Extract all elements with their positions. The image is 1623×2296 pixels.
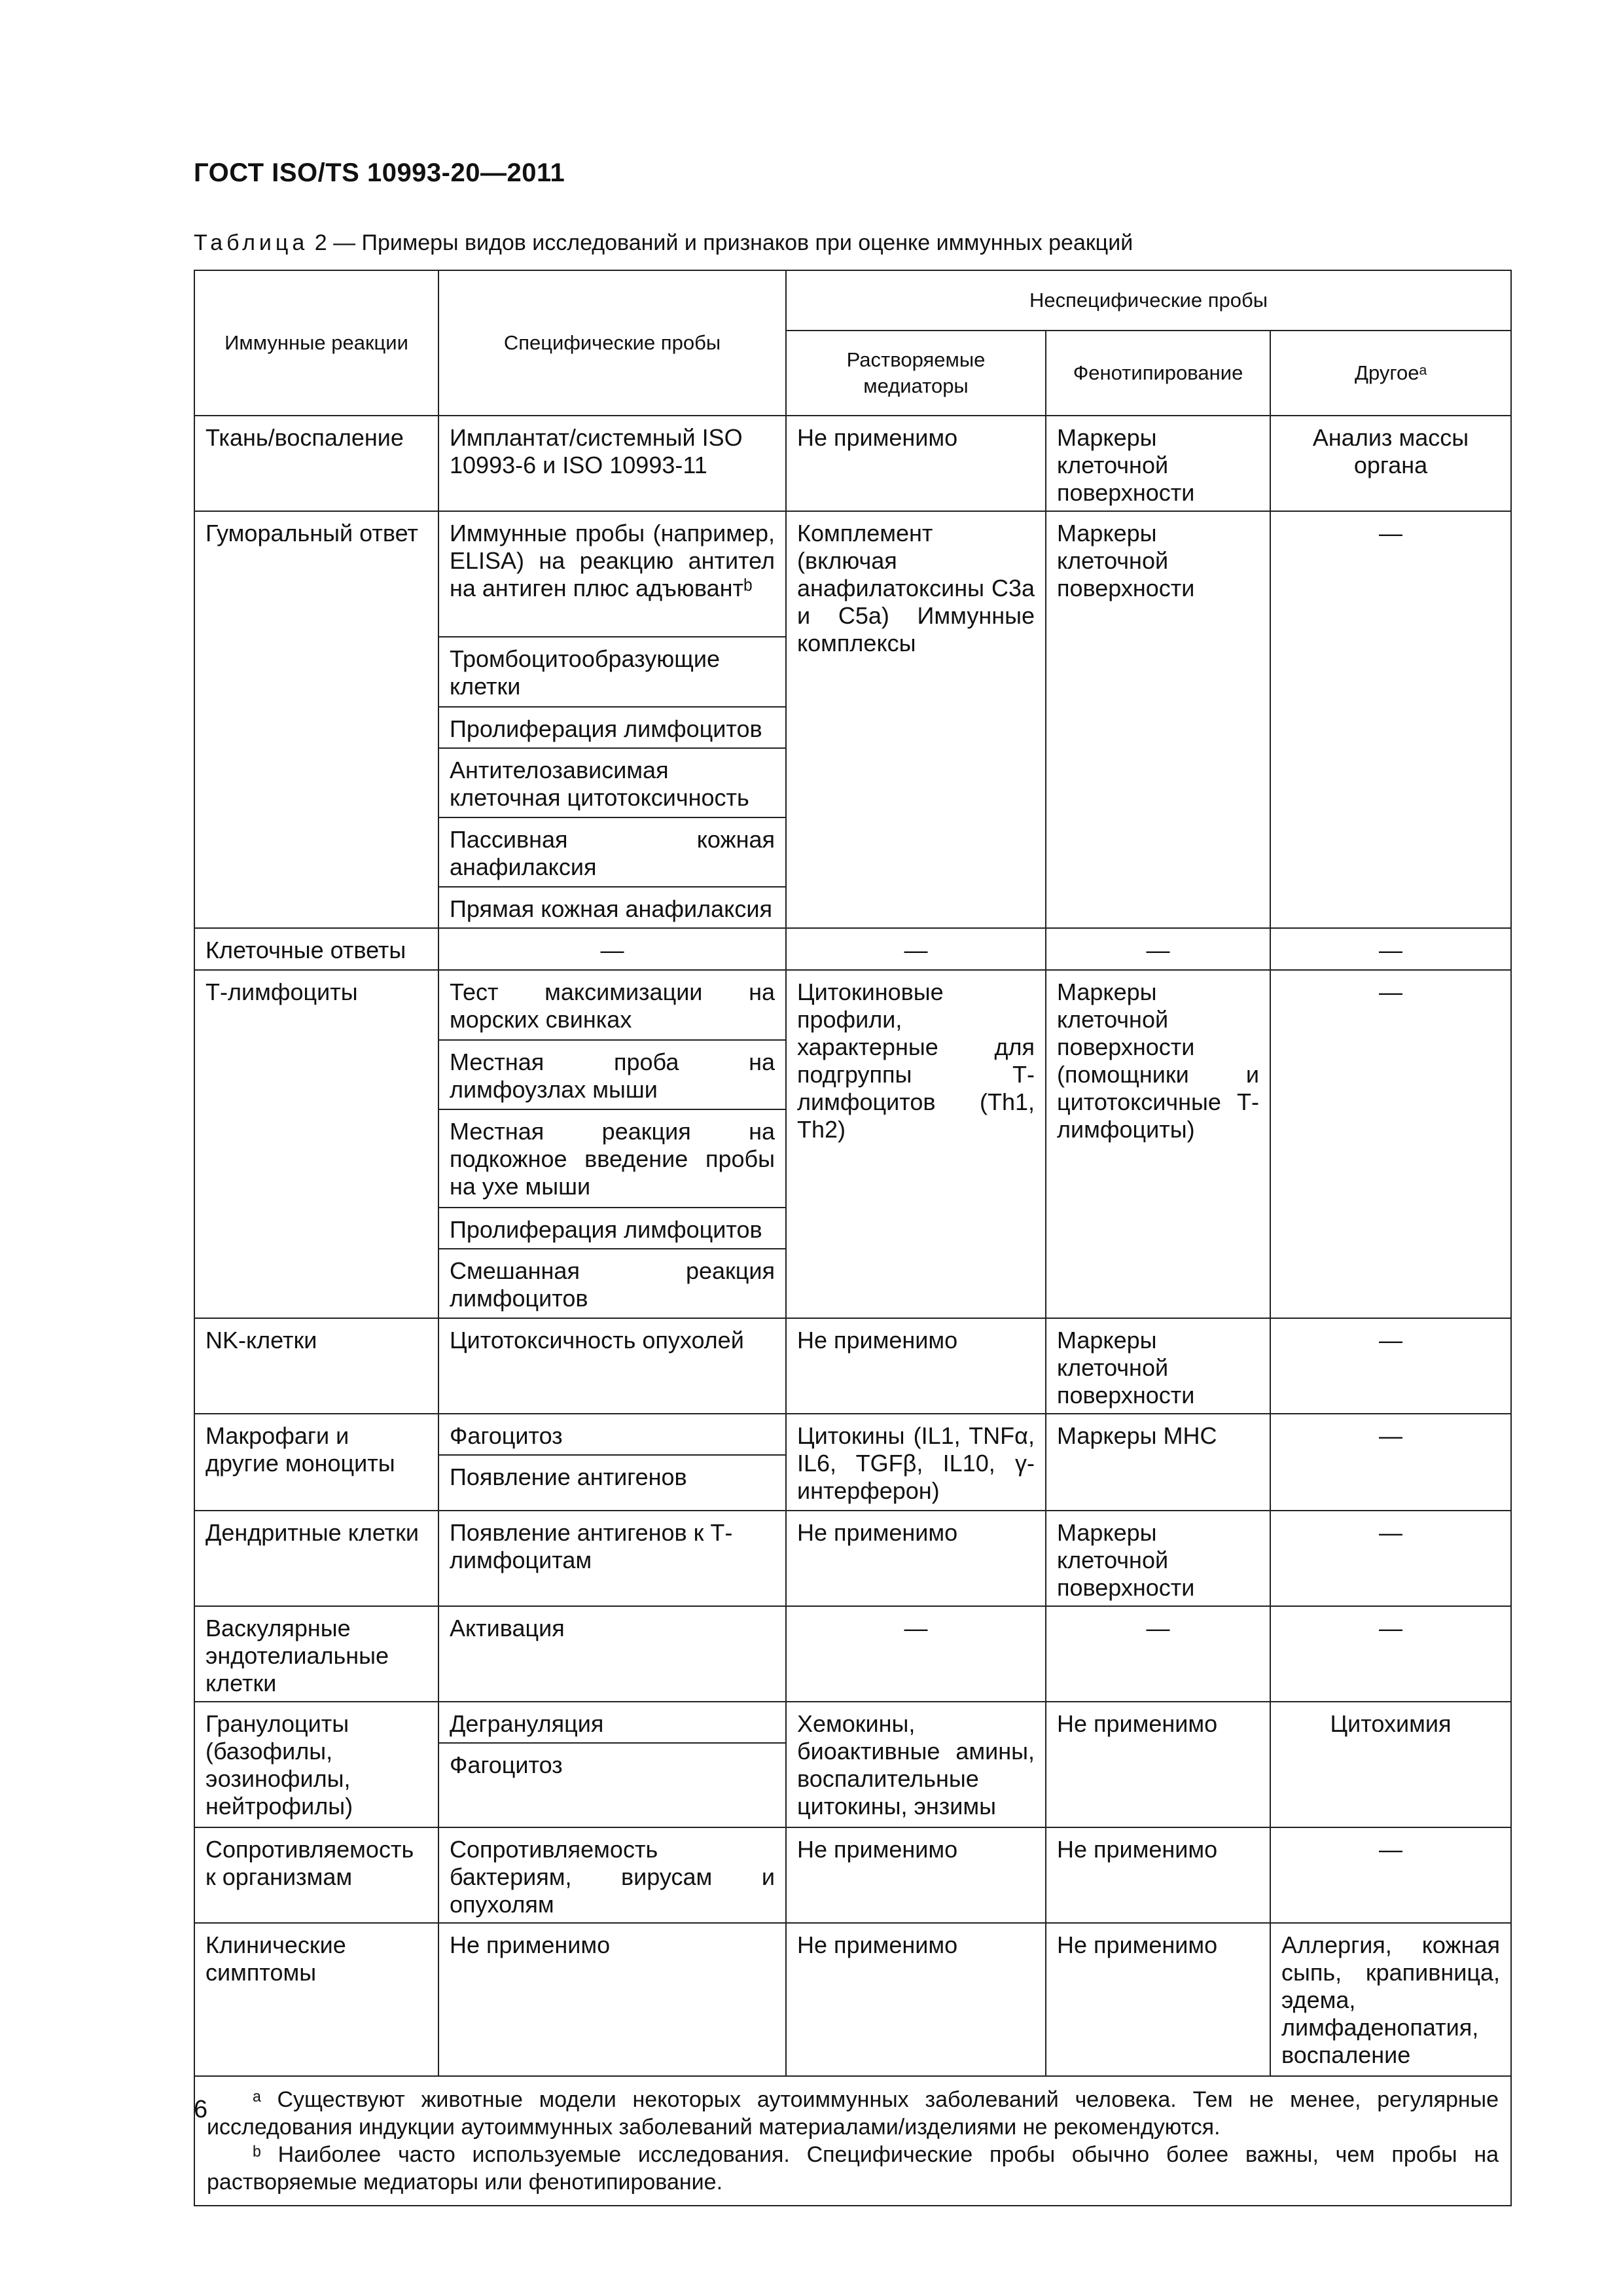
row-specific-cell: Тест максимизации на морских свинках [438, 970, 786, 1040]
row-other-cell: — [1270, 1827, 1511, 1923]
row-immune-cell: Дендритные клетки [194, 1511, 438, 1606]
header-immune-reactions: Иммунные реакции [194, 270, 438, 416]
row-immune-cell: Клинические симптомы [194, 1923, 438, 2076]
row-immune-cell: Васкулярные эндотелиальные клетки [194, 1606, 438, 1702]
row-other-cell: — [1270, 1606, 1511, 1702]
row-specific-cell: Фагоцитоз [438, 1414, 786, 1455]
row-specific-cell: Местная реакция на подкожное введение пробы на ухе мыши [438, 1109, 786, 1208]
row-other-cell: — [1270, 970, 1511, 1318]
row-phenotyping-cell: Не применимо [1046, 1827, 1270, 1923]
footnote-b: ᵇ Наиболее часто используемые исследования. Специфические пробы обычно более важны, чем пробы на растворяемые медиаторы или фенотипирование. [207, 2142, 1499, 2195]
header-specific-probes: Специфические пробы [438, 270, 786, 416]
row-specific-cell: Дегрануляция [438, 1702, 786, 1743]
row-soluble-cell: Не применимо [786, 416, 1046, 511]
row-phenotyping-cell: — [1046, 928, 1270, 970]
row-phenotyping-cell: Не применимо [1046, 1923, 1270, 2076]
row-specific-cell: Тромбоцитообразующие клетки [438, 637, 786, 707]
row-other-cell: — [1270, 928, 1511, 970]
page-number: 6 [194, 2096, 208, 2123]
row-specific-cell: Антителозависимая клеточная цитотоксичность [438, 748, 786, 817]
header-phenotyping: Фенотипирование [1046, 331, 1270, 416]
row-phenotyping-cell: Маркеры МНС [1046, 1414, 1270, 1511]
row-specific-cell: — [438, 928, 786, 970]
row-other-cell: — [1270, 1318, 1511, 1414]
row-phenotyping-cell: Маркеры клеточной поверхности [1046, 1318, 1270, 1414]
table-caption-label: Таблица [194, 230, 309, 255]
table-footnotes [194, 2076, 1511, 2206]
row-specific-cell: Появление антигенов к Т-лимфоцитам [438, 1511, 786, 1606]
row-other-cell: Аллергия, кожная сыпь, крапивница, эдема, лимфаденопатия, воспаление [1270, 1923, 1511, 2076]
table-caption [194, 230, 1133, 256]
row-soluble-cell: Цитокиновые профили, характерные для подгруппы Т-лимфоцитов (Th1, Th2) [786, 970, 1046, 1318]
immune-reactions-table [194, 270, 1510, 2195]
row-immune-cell: Ткань/воспаление [194, 416, 438, 511]
row-specific-cell: Фагоцитоз [438, 1743, 786, 1827]
row-soluble-cell: Комплемент (включая анафилатоксины С3а и С5а) Иммунные комплексы [786, 511, 1046, 928]
row-specific-cell: Местная проба на лимфоузлах мыши [438, 1040, 786, 1109]
row-specific-cell: Смешанная реакция лимфоцитов [438, 1249, 786, 1318]
row-soluble-cell: Не применимо [786, 1318, 1046, 1414]
row-soluble-cell: — [786, 928, 1046, 970]
row-immune-cell: NK-клетки [194, 1318, 438, 1414]
row-specific-cell: Пассивная кожная анафилаксия [438, 817, 786, 887]
row-other-cell: — [1270, 1511, 1511, 1606]
row-other-cell: Цитохимия [1270, 1702, 1511, 1827]
row-phenotyping-cell: — [1046, 1606, 1270, 1702]
row-immune-cell: Гуморальный ответ [194, 511, 438, 928]
row-immune-cell: Сопротивляемость к организмам [194, 1827, 438, 1923]
row-phenotyping-cell: Маркеры клеточной поверхности [1046, 1511, 1270, 1606]
row-immune-cell: Т-лимфоциты [194, 970, 438, 1318]
table-caption-text: 2 — Примеры видов исследований и признаков при оценке иммунных реакций [308, 230, 1133, 255]
row-specific-cell: Сопротивляемость бактериям, вирусам и опухолям [438, 1827, 786, 1923]
row-other-cell: — [1270, 511, 1511, 928]
row-phenotyping-cell: Маркеры клеточной поверхности [1046, 511, 1270, 928]
row-specific-cell: Активация [438, 1606, 786, 1702]
row-phenotyping-cell: Маркеры клеточной поверхности [1046, 416, 1270, 511]
footnote-a: ᵃ Существуют животные модели некоторых аутоиммунных заболеваний человека. Тем не менее, регулярные исследования индукции аутоиммунных заболеваний материалами/изделиями не рекомендуются. [207, 2087, 1499, 2140]
row-specific-cell: Появление антигенов [438, 1455, 786, 1511]
row-soluble-cell: Не применимо [786, 1923, 1046, 2076]
row-other-cell: Анализ массы органа [1270, 416, 1511, 511]
row-specific-cell: Имплантат/системный ISO 10993-6 и ISO 10993-11 [438, 416, 786, 511]
header-soluble-mediators: Растворяемые медиаторы [786, 331, 1046, 416]
row-soluble-cell: Цитокины (IL1, TNFα, IL6, TGFβ, IL10, γ-интерферон) [786, 1414, 1046, 1511]
row-immune-cell: Гранулоциты (базофилы, эозинофилы, нейтрофилы) [194, 1702, 438, 1827]
row-phenotyping-cell: Маркеры клеточной поверхности (помощники и цитотоксичные Т-лимфоциты) [1046, 970, 1270, 1318]
row-specific-cell: Не применимо [438, 1923, 786, 2076]
row-phenotyping-cell: Не применимо [1046, 1702, 1270, 1827]
row-immune-cell: Клеточные ответы [194, 928, 438, 970]
row-immune-cell: Макрофаги и другие моноциты [194, 1414, 438, 1511]
row-other-cell: — [1270, 1414, 1511, 1511]
header-nonspecific-probes: Неспецифические пробы [786, 270, 1511, 331]
header-other: Другоеᵃ [1270, 331, 1511, 416]
document-header: ГОСТ ISO/TS 10993-20—2011 [194, 158, 565, 187]
row-specific-cell: Иммунные пробы (например, ELISA) на реакцию антител на антиген плюс адъювантᵇ [438, 511, 786, 637]
row-soluble-cell: Хемокины, биоактивные амины, воспалительные цитокины, энзимы [786, 1702, 1046, 1827]
row-soluble-cell: Не применимо [786, 1511, 1046, 1606]
row-specific-cell: Прямая кожная анафилаксия [438, 887, 786, 928]
row-specific-cell: Пролиферация лимфоцитов [438, 707, 786, 748]
row-soluble-cell: Не применимо [786, 1827, 1046, 1923]
row-specific-cell: Пролиферация лимфоцитов [438, 1208, 786, 1249]
row-soluble-cell: — [786, 1606, 1046, 1702]
row-specific-cell: Цитотоксичность опухолей [438, 1318, 786, 1414]
